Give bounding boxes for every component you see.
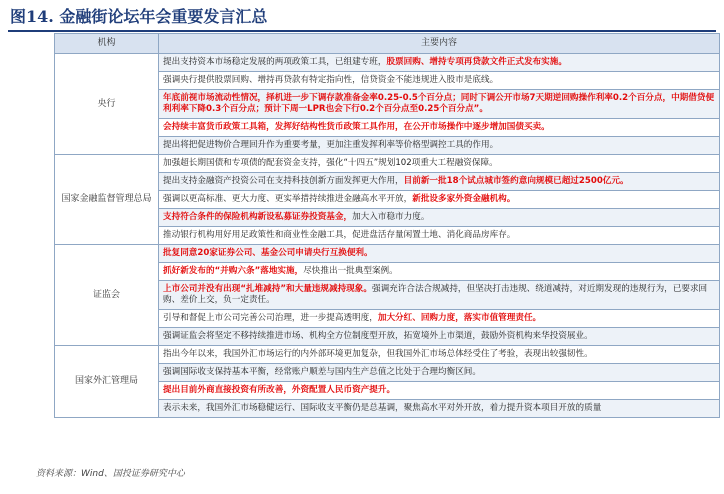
content-text: 表示未来，我国外汇市场稳健运行、国际收支平衡仍是总基调，聚焦高水平对外开放，着力提升资本项目开放的质量 [163, 403, 602, 413]
content-cell [159, 281, 720, 310]
table-header-row [55, 34, 720, 54]
highlighted-text: 批复同意20家证券公司、基金公司申请央行互换便利。 [163, 248, 373, 258]
highlighted-text: 加大分红、回购力度，落实市值管理责任。 [377, 313, 542, 323]
content-cell [159, 119, 720, 137]
content-text: 引导和督促上市公司完善公司治理，进一步提高透明度， [163, 313, 378, 323]
content-text: 加大入市稳市力度。 [352, 212, 430, 222]
content-text: 提出支持金融资产投资公司在支持科技创新方面发挥更大作用， [163, 176, 404, 186]
content-text: 推动银行机构用好用足政策性和商业性金融工具，促进盘活存量闲置土地、消化商品房库存。 [163, 230, 516, 240]
institution-cell: 央行 [55, 54, 159, 155]
content-cell [159, 173, 720, 191]
highlighted-text: 会持续丰富货币政策工具箱，发挥好结构性货币政策工具作用，在公开市场操作中逐步增加国债买卖。 [163, 122, 550, 132]
content-text: 强调充许合法合规减持，但坚决打击违规、绕道减持，对近期发现的违规行为，已要求回购、差价上交，负一定责任。 [163, 284, 708, 305]
content-text: 强调证监会将坚定不移持续推进市场、机构全方位制度型开放，拓宽境外上市渠道，鼓励外资机构来华投资展业。 [163, 331, 593, 341]
institution-cell: 证监会 [55, 245, 159, 346]
content-text: 尽快推出一批典型案例。 [303, 266, 398, 276]
content-cell [159, 245, 720, 263]
source-note: 资料来源：Wind、国投证券研究中心 [36, 469, 185, 479]
content-text: 加强超长期国债和专项债的配套资金支持，强化“十四五”规划102项重大工程融资保障。 [163, 158, 498, 168]
speech-summary-table [54, 33, 720, 418]
content-cell [159, 191, 720, 209]
table-row [55, 54, 720, 72]
highlighted-text: 抓好新发布的“并购六条”落地实施， [163, 266, 304, 276]
highlighted-text: 提出目前外商直接投资有所改善，外资配置人民币资产提升。 [163, 385, 396, 395]
header-institution: 机构 [55, 34, 159, 54]
content-cell [159, 155, 720, 173]
institution-cell: 国家金融监督管理总局 [55, 155, 159, 245]
table-row [55, 245, 720, 263]
content-text: 指出今年以来，我国外汇市场运行的内外部环境更加复杂，但我国外汇市场总体经受住了考验，表现出较强韧性。 [163, 349, 593, 359]
content-cell [159, 90, 720, 119]
content-cell [159, 310, 720, 328]
content-cell [159, 209, 720, 227]
content-cell [159, 382, 720, 400]
title-divider [8, 30, 716, 32]
highlighted-text: 上市公司并没有出现“扎堆减持”和大量违规减持现象。 [163, 284, 372, 294]
content-cell [159, 137, 720, 155]
highlighted-text: 支持符合条件的保险机构新设私募证券投资基金， [163, 212, 353, 222]
content-text: 提出将把促进物价合理回升作为重要考量，更加注重发挥利率等价格型调控工具的作用。 [163, 140, 499, 150]
content-cell [159, 364, 720, 382]
content-text: 强调国际收支保持基本平衡，经常账户顺差与国内生产总值之比处于合理均衡区间。 [163, 367, 481, 377]
highlighted-text: 目前新一批18个试点城市签约意向规模已超过2500亿元。 [403, 176, 629, 186]
table-body [55, 54, 720, 418]
highlighted-text: 新批设多家外资金融机构。 [412, 194, 516, 204]
institution-cell: 国家外汇管理局 [55, 346, 159, 418]
content-text: 提出支持资本市场稳定发展的两项政策工具，已组建专班， [163, 57, 387, 67]
content-cell [159, 54, 720, 72]
content-cell [159, 346, 720, 364]
figure-title: 图14. 金融街论坛年会重要发言汇总 [10, 7, 268, 26]
header-content: 主要内容 [159, 34, 720, 54]
highlighted-text: 股票回购、增持专项再贷款文件正式发布实施。 [386, 57, 567, 67]
content-cell [159, 263, 720, 281]
table-row [55, 346, 720, 364]
content-text: 强调央行提供股票回购、增持再贷款有特定指向性，信贷资金不能违规进入股市是底线。 [163, 75, 499, 85]
highlighted-text: 年底前视市场流动性情况，择机进一步下调存款准备金率0.25-0.5个百分点；同时下调公开市场7天期逆回购操作利率0.2个百分点，中期借贷便利利率下降0.3个百分点；预计下周一LPR也会下行0.2个百分点至0.25个百分点”。 [163, 93, 715, 114]
content-cell [159, 227, 720, 245]
content-text: 强调以更高标准、更大力度、更实举措持续推进金融高水平开放， [163, 194, 413, 204]
content-cell [159, 328, 720, 346]
table-row [55, 155, 720, 173]
content-cell [159, 72, 720, 90]
content-cell [159, 400, 720, 418]
